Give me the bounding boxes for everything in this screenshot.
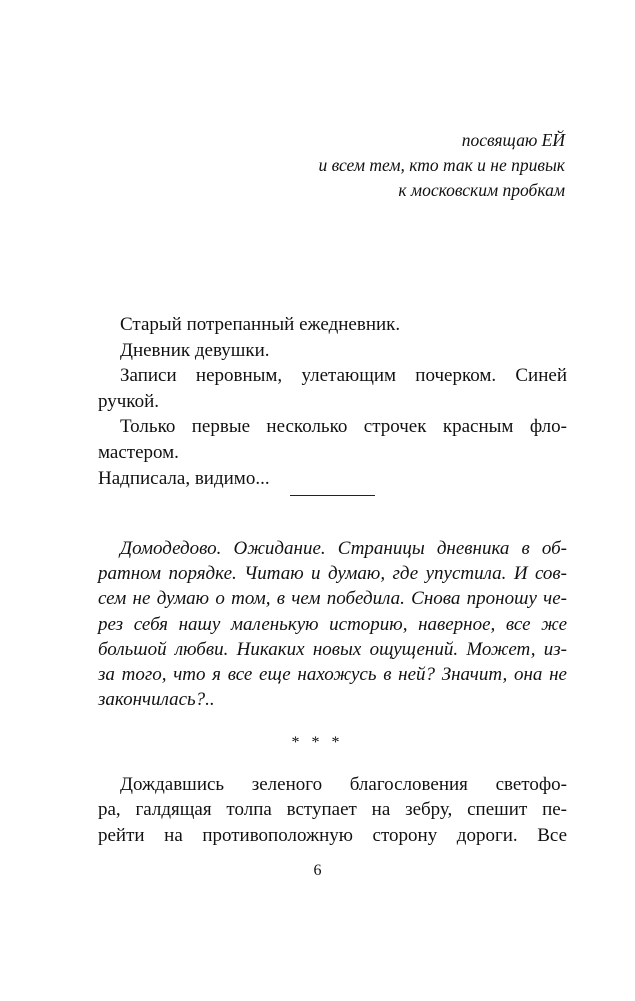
text-line: сем не думаю о том, в чем победила. Снова проношу че-	[98, 588, 567, 610]
epigraph-line: посвящаю ЕЙ	[461, 130, 565, 150]
epigraph-line: и всем тем, кто так и не привык	[318, 155, 565, 175]
section-separator: * * *	[291, 734, 344, 751]
section-rule	[290, 495, 375, 496]
text-line: закончилась?..	[98, 689, 215, 711]
text-line: Записи неровным, улетающим почерком. Синей	[120, 365, 567, 387]
page-number: 6	[313, 862, 322, 879]
epigraph-line: к московским пробкам	[398, 180, 565, 200]
text-line: рейти на противоположную сторону дороги. Все	[98, 824, 567, 846]
text-line: за того, что я все еще нахожусь в ней? Значит, она не	[98, 664, 567, 686]
text-line: Дождавшись зеленого благословения светофо-	[120, 774, 567, 795]
text-line: большой любви. Никаких новых ощущений. Может, из-	[98, 638, 567, 660]
text-line: ра, галдящая толпа вступает на зебру, спешит пе-	[98, 799, 567, 821]
text-line: Дневник девушки.	[120, 339, 270, 361]
intro-paragraphs	[98, 312, 567, 491]
text-line: ратном порядке. Читаю и думаю, где упустила. И сов-	[98, 563, 567, 585]
text-line: мастером.	[98, 441, 179, 463]
text-line: Только первые несколько строчек красным фло-	[120, 416, 567, 438]
diary-entry	[98, 536, 567, 712]
epigraph	[318, 128, 565, 203]
text-line: рез себя нашу маленькую историю, наверное, все же	[98, 613, 567, 635]
text-line: Надписала, видимо...	[98, 467, 270, 489]
text-line: ручкой.	[98, 390, 159, 412]
text-line: Домодедово. Ожидание. Страницы дневника в об-	[120, 538, 567, 559]
story-paragraph	[98, 772, 567, 848]
text-line: Старый потрепанный ежедневник.	[120, 314, 401, 335]
